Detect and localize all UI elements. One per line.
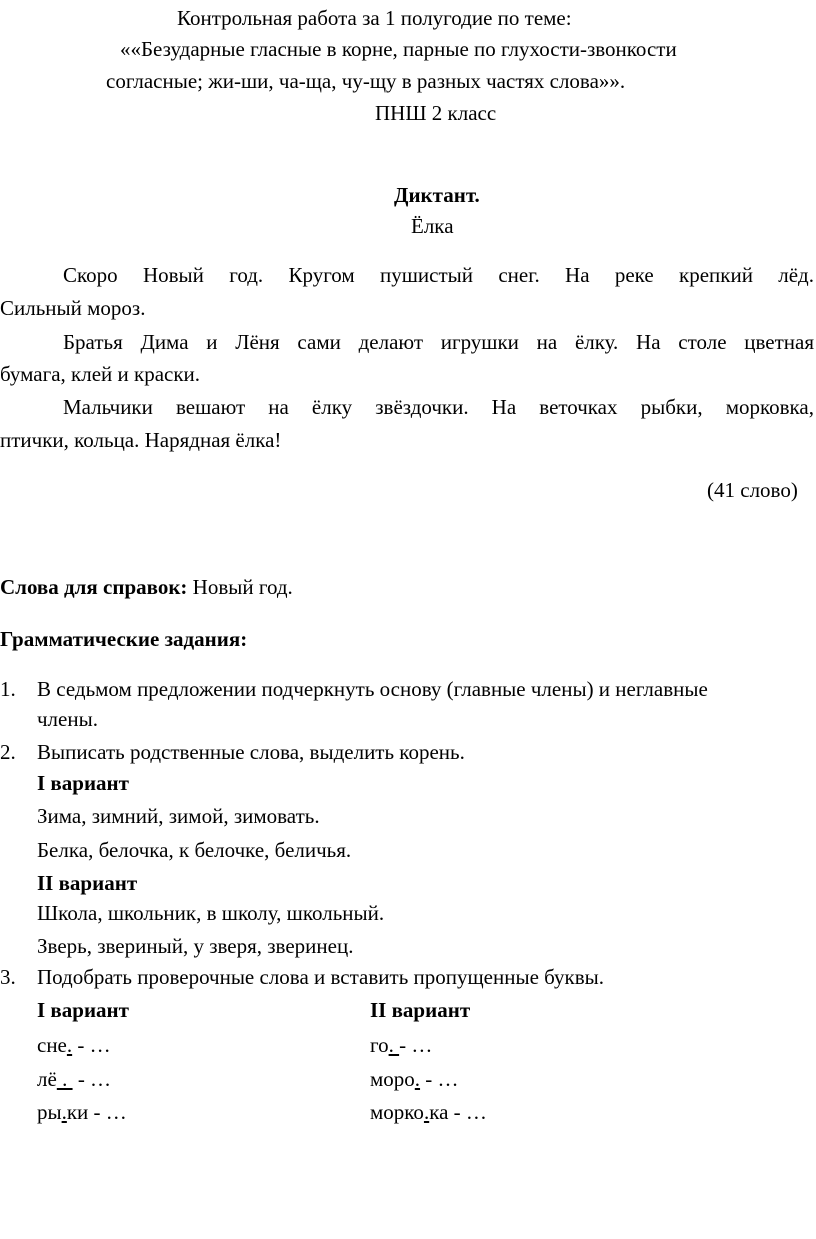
dictation-title: Ёлка [411,214,454,238]
task-2-v2-line1: Школа, школьник, в школу, школьный. [37,901,385,925]
task-3-text: Подобрать проверочные слова и вставить пропущенные буквы. [37,965,605,989]
blank-gap: . [423,1100,430,1124]
task-2-number: 2. [0,740,16,764]
task-2-v1-line1: Зима, зимний, зимой, зимовать. [37,804,320,828]
dictation-p1-line1: Скоро Новый год. Кругом пушистый снег. На реке крепкий лёд. [63,263,814,287]
task-3-v1-item: ры.ки - … [37,1100,127,1124]
task-3-number: 3. [0,965,16,989]
header-line-2: ««Безударные гласные в корне, парные по глухости-звонкости [120,37,677,61]
dictation-p3-line2: птички, кольца. Нарядная ёлка! [0,428,282,452]
dictation-p1-line2: Сильный мороз. [0,296,146,320]
dictation-p2-line1: Братья Дима и Лёня сами делают игрушки на ёлку. На столе цветная [63,330,814,354]
task-2-variant-2: II вариант [37,871,138,895]
task-3-v2-item: го. - … [370,1033,433,1057]
task-1-number: 1. [0,677,16,701]
task-3-v1-item: сне. - … [37,1033,111,1057]
reference-text: Новый год. [187,575,293,599]
task-3-v2-item: морко.ка - … [370,1100,487,1124]
reference-words [0,574,293,600]
dictation-p2-line2: бумага, клей и краски. [0,362,201,386]
task-3-variant-2: II вариант [370,998,471,1022]
header-line-3: согласные; жи-ши, ча-ща, чу-щу в разных частях слова»». [106,69,626,93]
task-3-variant-1: I вариант [37,998,129,1022]
blank-gap: . [56,1067,73,1091]
task-1-line2: члены. [37,707,98,731]
task-1-line1: В седьмом предложении подчеркнуть основу (главные члены) и неглавные [37,677,708,701]
blank-gap: . [66,1033,73,1057]
dictation-p3-line1: Мальчики вешают на ёлку звёздочки. На веточках рыбки, морковка, [63,395,814,419]
grammar-title: Грамматические задания: [0,627,248,651]
task-3-v2-item: моро. - … [370,1067,459,1091]
task-2-v2-line2: Зверь, звериный, у зверя, зверинец. [37,934,354,958]
task-2-text: Выписать родственные слова, выделить корень. [37,740,465,764]
dictation-label: Диктант. [394,183,480,207]
task-2-v1-line2: Белка, белочка, к белочке, беличья. [37,838,352,862]
reference-label: Слова для справок: [0,575,188,599]
word-count: (41 слово) [707,478,798,502]
blank-gap: . [414,1067,421,1091]
header-line-4: ПНШ 2 класс [375,101,497,125]
blank-gap: . [388,1033,400,1057]
task-3-v1-item: лё . - … [37,1067,112,1091]
header-line-1: Контрольная работа за 1 полугодие по теме: [177,6,572,30]
blank-gap: . [61,1100,67,1124]
task-2-variant-1: I вариант [37,771,129,795]
